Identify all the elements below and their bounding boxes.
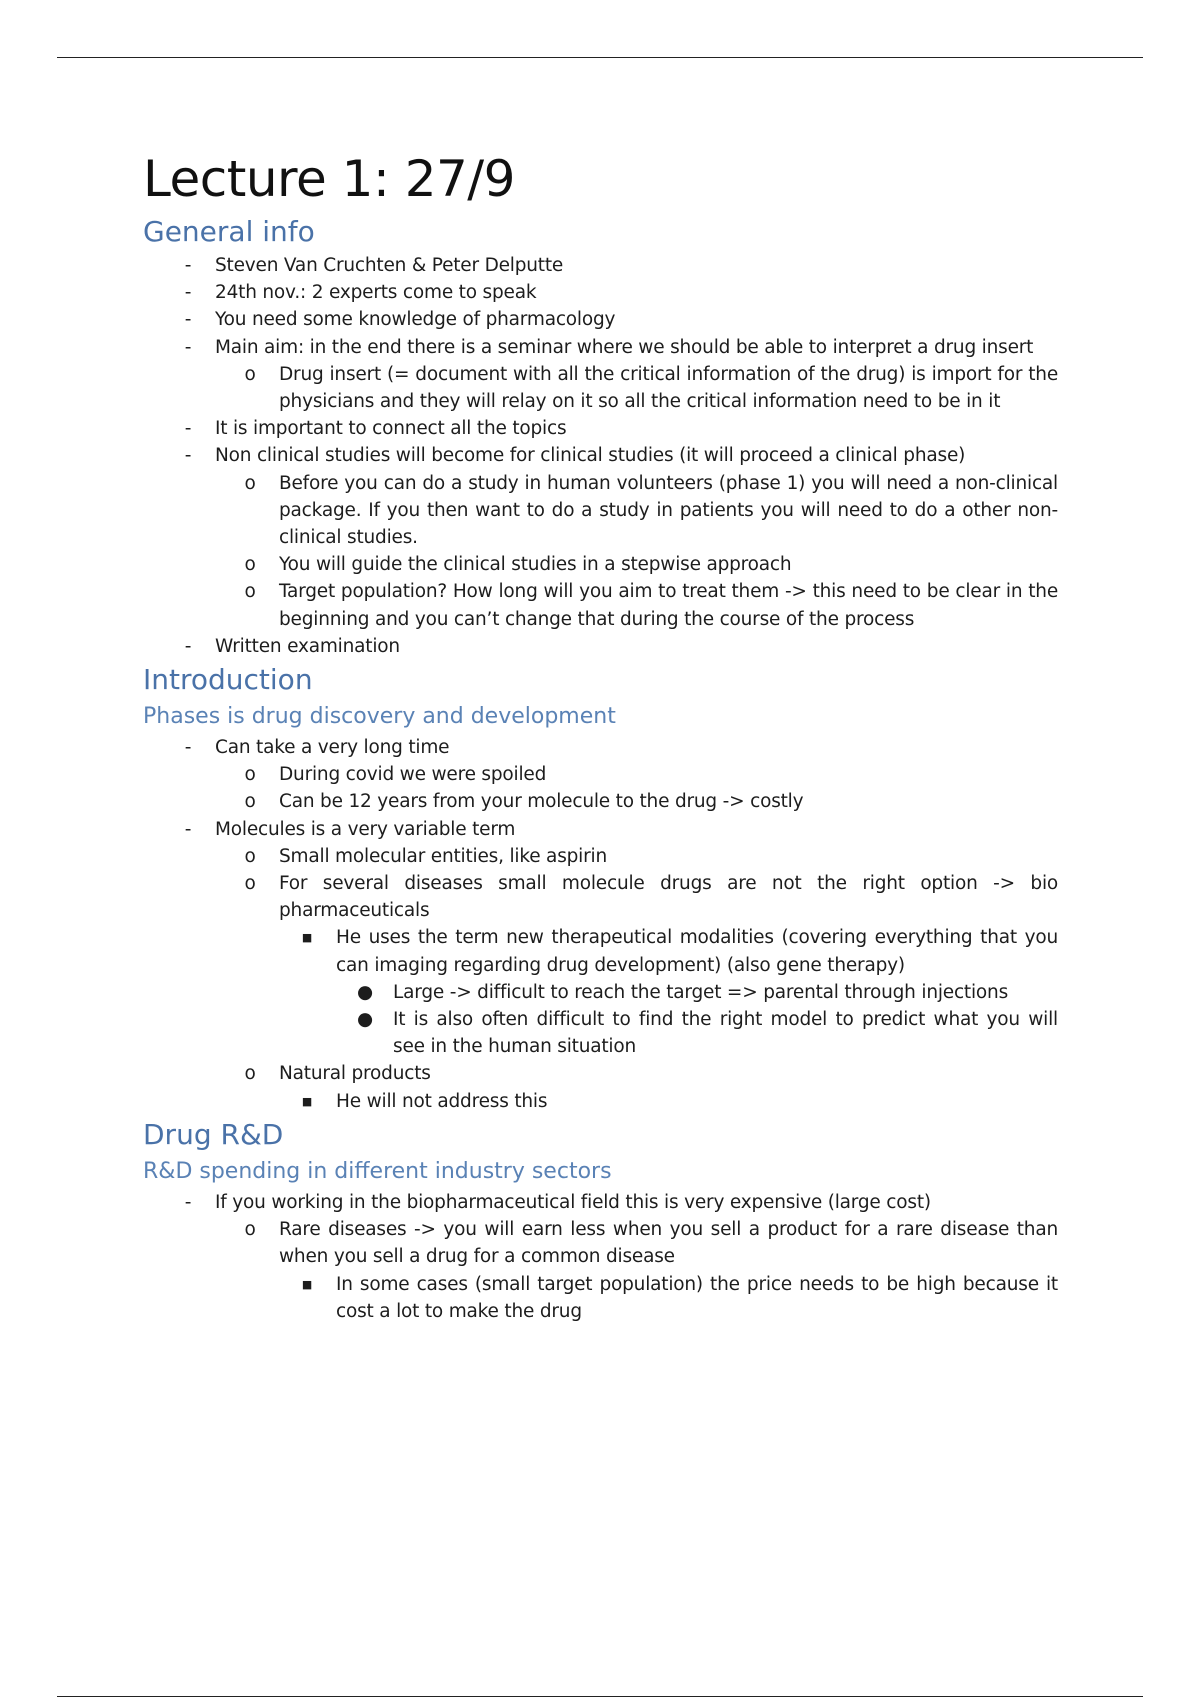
bullet-marker: ■ [301, 1277, 313, 1291]
document-body [143, 146, 1058, 1325]
footer-rule [57, 1696, 1143, 1697]
notes-content [143, 212, 1058, 1325]
list-item [143, 470, 1058, 552]
list-item [143, 361, 1058, 415]
bullet-marker: ● [357, 981, 373, 1003]
list-item [143, 578, 1058, 632]
list-item [143, 1189, 1058, 1216]
list-item [143, 1088, 1058, 1115]
list-item-text: Target population? How long will you aim to treat them -> this need to be clear in the beginning and you can’t change that during the course of the process [279, 581, 1058, 630]
bullet-marker: ■ [301, 931, 313, 945]
list-item [143, 843, 1058, 870]
bullet-marker: o [244, 764, 256, 786]
bullet-marker: - [184, 635, 192, 657]
bullet-marker: - [184, 282, 192, 304]
list-item-text: It is also often difficult to find the right model to predict what you will see in the human situation [393, 1009, 1058, 1058]
bullet-marker: o [244, 1063, 256, 1085]
bullet-marker: - [184, 255, 192, 276]
bullet-marker: - [184, 309, 192, 331]
list-item-text: Can take a very long time [215, 737, 450, 759]
bullet-marker: o [244, 472, 256, 494]
bullet-marker: ■ [301, 1094, 313, 1108]
bullet-marker: ● [357, 1009, 373, 1031]
list-item [143, 279, 1058, 306]
bullet-marker: - [184, 818, 192, 840]
bullet-marker: - [184, 737, 192, 759]
list-item [143, 442, 1058, 469]
list-item [143, 1060, 1058, 1087]
section-heading: Drug R&D [143, 1117, 284, 1151]
list-item [143, 1006, 1058, 1060]
list-item-text: Large -> difficult to reach the target => parental through injections [393, 981, 1009, 1003]
list-item [143, 415, 1058, 442]
bullet-marker: - [184, 1191, 192, 1213]
list-item-text: Rare diseases -> you will earn less when you sell a product for a rare disease than when you sell a drug for a common disease [279, 1219, 1058, 1268]
bullet-marker: o [244, 581, 256, 603]
list-item [143, 1216, 1058, 1270]
list-item [143, 761, 1058, 788]
list-item-text: You need some knowledge of pharmacology [215, 309, 616, 331]
list-item-text: It is important to connect all the topics [215, 418, 567, 440]
subsection-heading: Phases is drug discovery and development [143, 704, 616, 730]
page-title: Lecture 1: 27/9 [143, 150, 515, 208]
list-item-text: Written examination [215, 635, 400, 657]
section-heading: General info [143, 215, 315, 248]
list-item-text: Molecules is a very variable term [215, 818, 516, 840]
list-item [143, 334, 1058, 361]
list-item-text: Small molecular entities, like aspirin [279, 845, 607, 867]
list-item-text: For several diseases small molecule drugs are not the right option -> bio pharmaceuticals [279, 873, 1058, 922]
list-item [143, 252, 1058, 279]
list-item-text: In some cases (small target population) the price needs to be high because it cost a lot to make the drug [336, 1273, 1058, 1322]
list-item-text: Steven Van Cruchten & Peter Delputte [215, 255, 564, 276]
section-heading: Introduction [143, 663, 313, 697]
list-item-text: Drug insert (= document with all the critical information of the drug) is import for the physicians and they will relay on it so all the critical information need to be in it [279, 363, 1058, 413]
subsection-heading: R&D spending in different industry sectors [143, 1158, 612, 1184]
list-item-text: Before you can do a study in human volunteers (phase 1) you will need a non-clinical package. If you then want to do a study in patients you will need to do a other non-clinical studies. [279, 472, 1058, 549]
bullet-marker: o [244, 791, 256, 813]
bullet-marker: o [244, 845, 256, 867]
list-item [143, 788, 1058, 815]
list-item-text: He will not address this [336, 1090, 548, 1112]
bullet-marker: o [244, 873, 256, 895]
list-item [143, 1271, 1058, 1325]
list-item-text: He uses the term new therapeutical modalities (covering everything that you can imaging regarding drug development) (also gene therapy) [336, 927, 1058, 976]
list-item-text: If you working in the biopharmaceutical field this is very expensive (large cost) [215, 1191, 931, 1213]
list-item-text: You will guide the clinical studies in a stepwise approach [279, 554, 792, 576]
list-item [143, 870, 1058, 924]
header-rule [57, 57, 1143, 58]
list-item [143, 306, 1058, 333]
bullet-marker: - [184, 445, 192, 467]
bullet-marker: o [244, 554, 256, 576]
list-item [143, 816, 1058, 843]
list-item [143, 633, 1058, 660]
list-item [143, 734, 1058, 761]
list-item-text: Non clinical studies will become for clinical studies (it will proceed a clinical phase) [215, 445, 966, 467]
bullet-marker: o [244, 363, 256, 385]
list-item [143, 551, 1058, 578]
bullet-marker: - [184, 336, 192, 358]
bullet-marker: o [244, 1219, 256, 1241]
list-item [143, 924, 1058, 978]
bullet-marker: - [184, 418, 192, 440]
list-item-text: During covid we were spoiled [279, 764, 547, 786]
list-item-text: Main aim: in the end there is a seminar where we should be able to interpret a drug insert [215, 336, 1034, 358]
list-item-text: Can be 12 years from your molecule to the drug -> costly [279, 791, 804, 813]
list-item [143, 979, 1058, 1006]
list-item-text: 24th nov.: 2 experts come to speak [215, 282, 537, 304]
list-item-text: Natural products [279, 1063, 431, 1085]
